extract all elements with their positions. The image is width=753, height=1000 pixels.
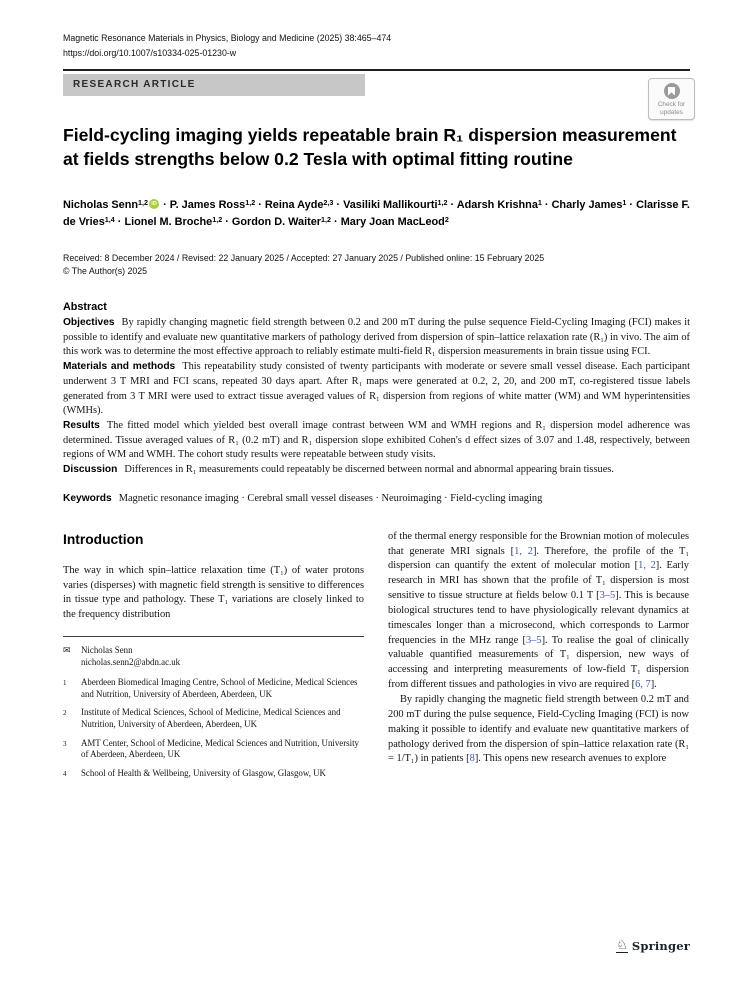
affiliation-4: [63, 768, 364, 780]
authors-line: Nicholas Senn$^{1,2}$iD · P. James Ross$^{1,2}$ · Reina Ayde$^{2,3}$ · Vasiliki Mallikourti$^{1,2}$ · Adarsh Krishna$^1$ · Charly James$^1$ · Clarisse F. de Vries$^{1,4}$ · Lionel M. Broche$^{1,2}$ · Gordon D. Waiter$^{1,2}$ · Mary Joan MacLeod$^2$: [63, 197, 690, 231]
footnotes: [63, 645, 364, 779]
crossmark-icon: [664, 83, 680, 99]
abstract-section-label: Results: [63, 419, 100, 431]
springer-horse-icon: ♘: [616, 938, 628, 953]
keywords-label: Keywords: [63, 492, 112, 504]
introduction-paragraph-left: The way in which spin–lattice relaxation time (T₁) of water protons varies (disperses) with magnetic field strength is sensitive to differences in tissue type and pathology. These T₁ variations are closely linked to the frequency distribution: [63, 564, 364, 621]
check-for-updates-button[interactable]: [648, 78, 695, 120]
envelope-icon: ✉: [63, 645, 71, 656]
journal-citation-line: Magnetic Resonance Materials in Physics, Biology and Medicine (2025) 38:465–474: [63, 33, 392, 43]
affiliation-number: 3: [63, 739, 67, 748]
abstract-results: [63, 419, 690, 463]
citation-link[interactable]: 1, 2: [514, 545, 533, 557]
correspondence-email[interactable]: nicholas.senn2@abdn.ac.uk: [81, 656, 181, 667]
affiliation-text: Institute of Medical Sciences, School of Medicine, Medical Sciences and Nutrition, University of Aberdeen, Aberdeen, UK: [81, 707, 341, 730]
footnote-rule: [63, 636, 364, 637]
citation-link[interactable]: 6, 7: [635, 679, 651, 691]
article-title: Field-cycling imaging yields repeatable brain R₁ dispersion measurement at fields strengths below 0.2 Tesla with optimal fitting routine: [63, 125, 677, 169]
article-type-row: [63, 74, 690, 116]
abstract-section-label: Objectives: [63, 317, 115, 328]
abstract-section-text: The fitted model which yielded best overall image contrast between WM and WMH regions and R₁ dispersion model adherence was determined. Tissue averaged values of R₁ (0.2 mT) and R₁ dispersion slope exhibited Cohen's d effect sizes of 3.07 and 1.48, respectively, between regions of WM and WMH. The cohort study results were repeatable between study visits.: [63, 419, 690, 461]
dates-block: [63, 252, 690, 277]
citation-link[interactable]: 1, 2: [638, 560, 656, 572]
right-column: [388, 530, 689, 787]
doi-link[interactable]: https://doi.org/10.1007/s10334-025-01230-w: [63, 48, 237, 58]
orcid-icon[interactable]: [149, 199, 159, 209]
affiliation-number: 2: [63, 709, 67, 718]
header-rule: [63, 69, 690, 71]
abstract-section-text: By rapidly changing magnetic field strength between 0.2 and 200 mT during the pulse sequence Field-Cycling Imaging (FCI) makes it possible to identify and evaluate new quantitative markers of pathology derived from dispersion of spin–lattice relaxation rate (R₁) in vivo. The aim of this work was to determine the most effective approach to reliably estimate multi-field R₁ dispersion measurements in brain tissue using FCI.: [63, 317, 690, 358]
abstract-heading: Abstract: [63, 301, 107, 313]
correspondence-details: [81, 645, 180, 668]
received-revised-accepted-line: Received: 8 December 2024 / Revised: 22 January 2025 / Accepted: 27 January 2025 / Published online: 15 February 2025: [63, 253, 545, 263]
affiliation-1: [63, 677, 364, 700]
bookmark-icon: [668, 87, 675, 96]
affiliation-text: School of Health & Wellbeing, University of Glasgow, Glasgow, UK: [81, 767, 326, 778]
two-column-body: [63, 530, 690, 787]
citation-link[interactable]: 8: [469, 753, 475, 765]
introduction-heading: Introduction: [63, 531, 144, 547]
citation-link[interactable]: 3–5: [599, 590, 616, 602]
springer-logo: [616, 939, 690, 953]
left-column: [63, 530, 364, 787]
check-updates-label-1: Check for: [657, 101, 686, 108]
abstract-section-label: Materials and methods: [63, 361, 176, 373]
affiliation-3: [63, 738, 364, 761]
keywords-line: [63, 493, 690, 504]
abstract-methods: [63, 360, 690, 419]
abstract-section-label: Discussion: [63, 464, 118, 476]
citation-link[interactable]: 3–5: [525, 634, 542, 646]
abstract-section-text: This repeatability study consisted of twenty participants with moderate or severe small vessel disease. Each participant underwent 3 T MRI and FCI scans, repeated 30 days apart. After R₁ maps were generated at 0.2, 2, 20, and 200 mT, co-registered tissue labels generated from 3 T MRI were used to extract tissue averaged values of R₁ dispersion from regions of white matter (WM) and WM hyperintensities (WMHs).: [63, 361, 690, 417]
introduction-paragraph-right-2: By rapidly changing the magnetic field strength between 0.2 mT and 200 mT during the pulse sequence, Field-Cycling Imaging (FCI) is now making it possible to identify and evaluate new quantitative markers of pathology derived from the dispersion of spin–lattice relaxation rate (R₁ = 1/T₁) in patients [8]. This opens new research avenues to explore: [388, 694, 689, 765]
correspondence-name: Nicholas Senn: [81, 645, 133, 656]
abstract-section-text: Differences in R₁ measurements could repeatably be discerned between normal and abnormal appearing brain tissues.: [124, 464, 614, 476]
affiliation-number: 4: [63, 769, 67, 778]
affiliation-2: [63, 707, 364, 730]
correspondence-block: [63, 645, 364, 668]
affiliation-text: AMT Center, School of Medicine, Medical Sciences and Nutrition, University of Aberdeen, Aberdeen, UK: [81, 737, 359, 760]
abstract-objectives: [63, 316, 690, 360]
article-type-badge: RESEARCH ARTICLE: [63, 74, 365, 96]
abstract-discussion: [63, 463, 690, 478]
abstract-body: [63, 316, 690, 478]
affiliation-number: 1: [63, 679, 67, 688]
copyright-line: © The Author(s) 2025: [63, 265, 148, 276]
keywords-text: Magnetic resonance imaging · Cerebral small vessel diseases · Neuroimaging · Field-cycling imaging: [118, 492, 543, 504]
affiliation-text: Aberdeen Biomedical Imaging Centre, School of Medicine, Medical Sciences and Nutrition, University of Aberdeen, Aberdeen, UK: [81, 677, 358, 699]
introduction-paragraph-right-1: of the thermal energy responsible for the Brownian motion of molecules that generate MRI signals [1, 2]. Therefore, the profile of the T₁ dispersion can quantify the extent of molecular motion [1, 2]. Early research in MRI has shown that the profile of T₁ dispersion is most sensitive to tissue structure at fields below 0.1 T [3–5]. This is because biological structures tend to have physiologically relevant dynamics at timescales longer than a microsecond, which corresponds to Larmor frequencies in the MHz range [3–5]. To realise the goal of clinically valuable quantified measurements of T₁ dispersion, new ways of accessing and interpreting measurements of low-field T₁ dispersion from different tissues and pathologies in vivo are required [6, 7].: [388, 530, 689, 691]
springer-wordmark: Springer: [631, 939, 690, 953]
check-updates-label-2: updates: [660, 108, 683, 116]
